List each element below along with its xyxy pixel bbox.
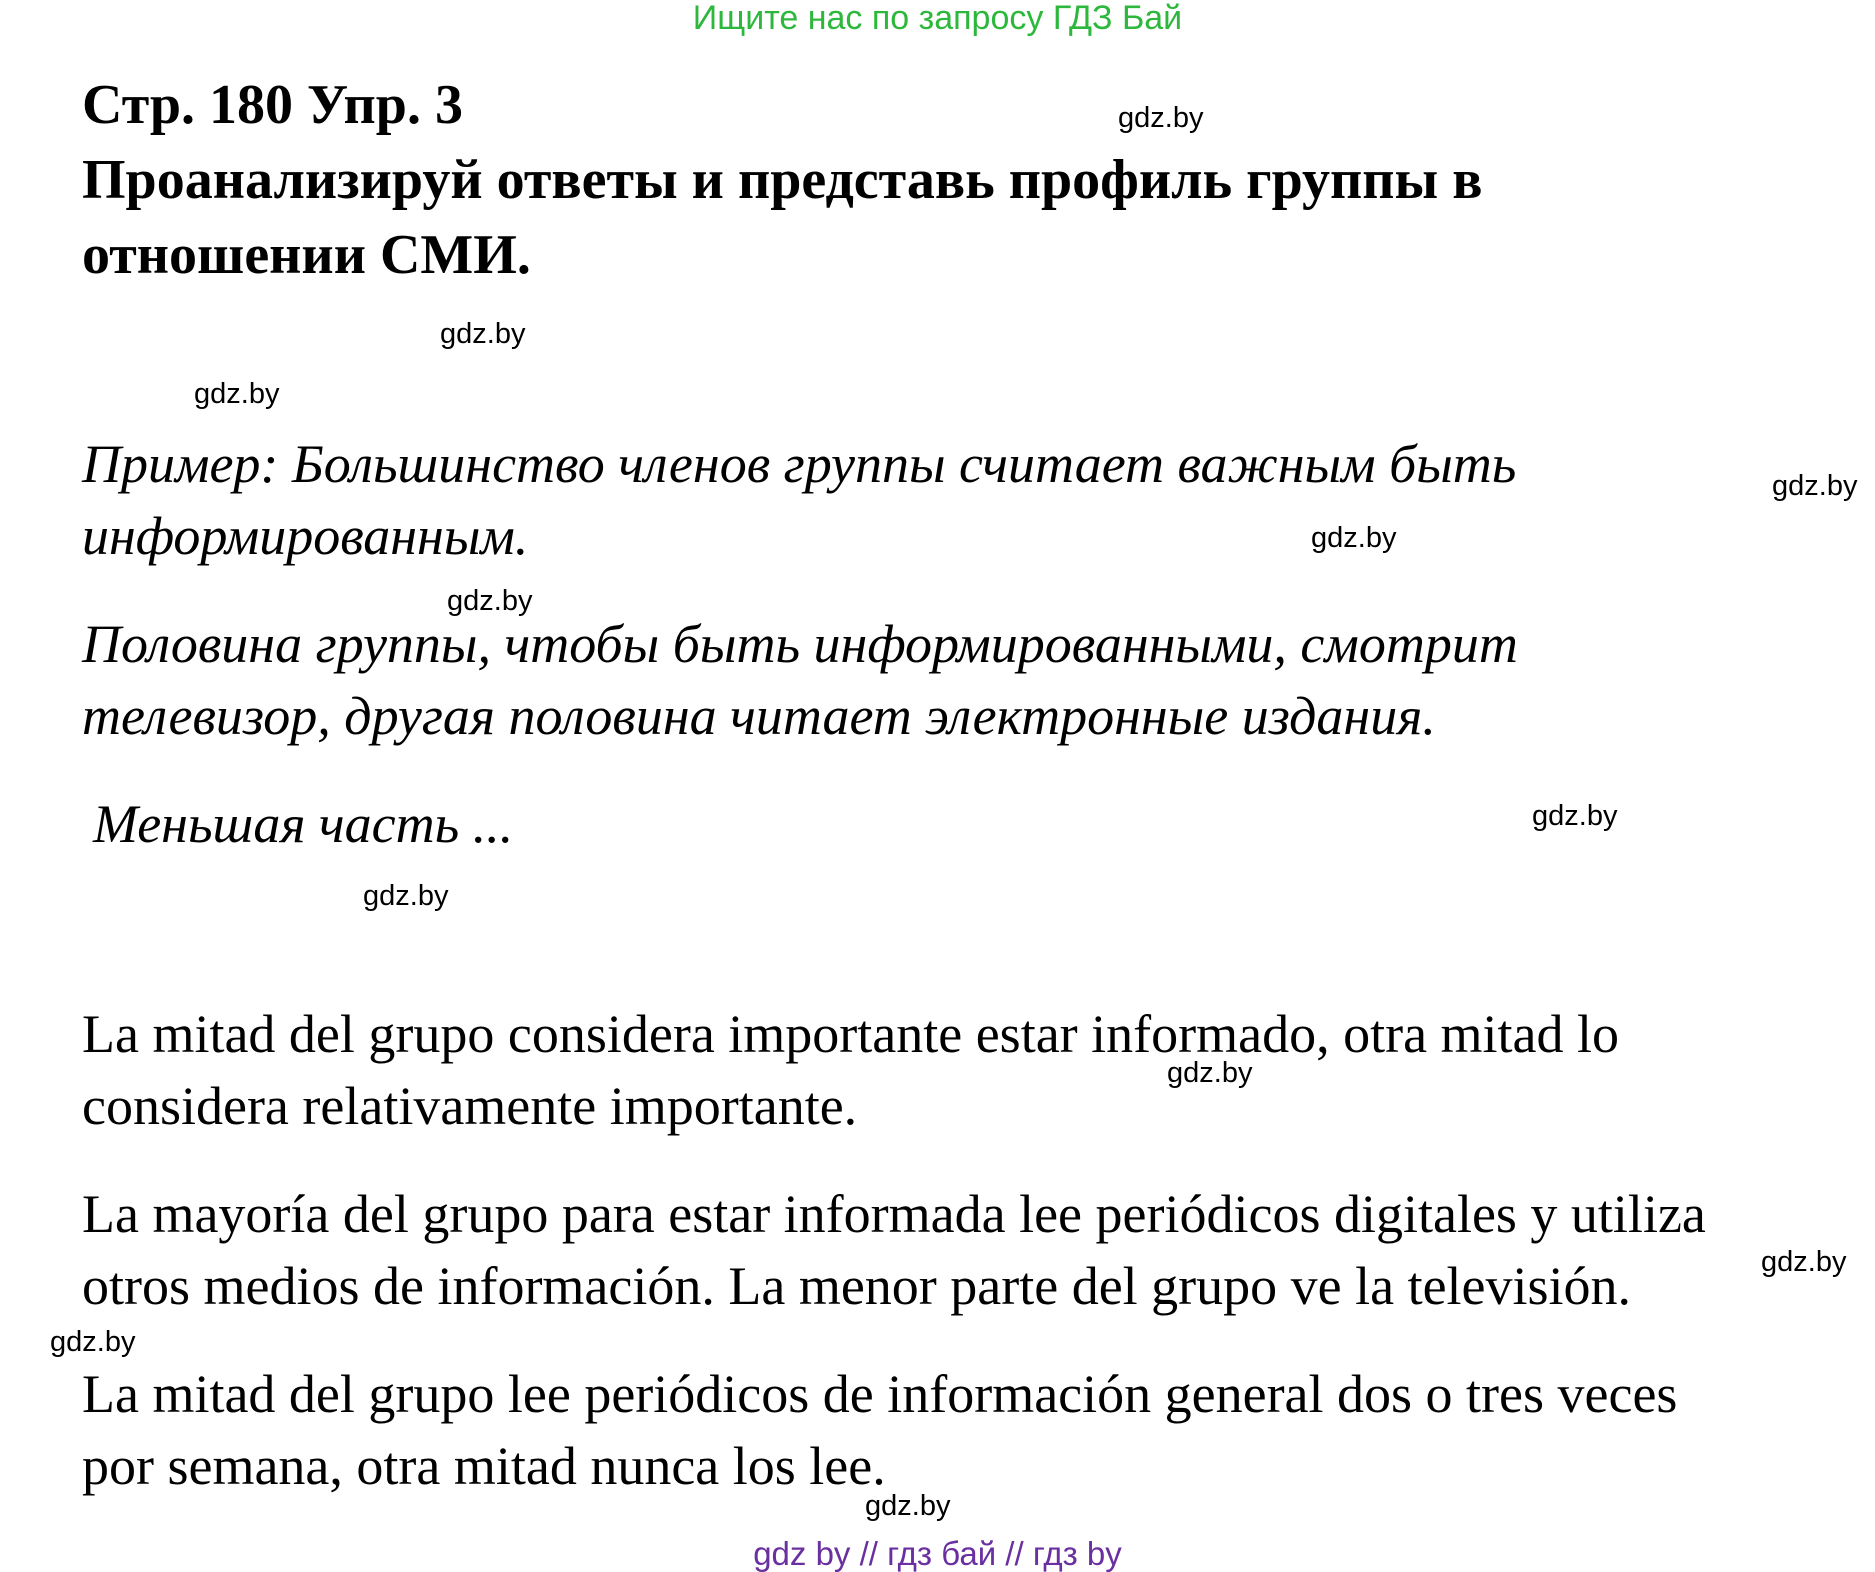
watermark: gdz.by [1761, 1246, 1847, 1278]
watermark: gdz.by [447, 585, 533, 617]
watermark: gdz.by [1311, 522, 1397, 554]
watermark: gdz.by [194, 378, 280, 410]
watermark: gdz.by [865, 1490, 951, 1522]
answer-line-3: La mayoría del grupo para estar informada lee periódicos digitales y utiliza [82, 1184, 1706, 1244]
instruction-line-1: Проанализируй ответы и представь профиль группы в [82, 149, 1483, 211]
watermark: gdz.by [440, 318, 526, 350]
instruction-line-2: отношении СМИ. [82, 224, 531, 286]
example-line-5: Меньшая часть ... [93, 794, 514, 854]
watermark: gdz.by [363, 880, 449, 912]
example-line-3: Половина группы, чтобы быть информированными, смотрит [82, 614, 1518, 674]
example-line-2: информированным. [82, 506, 529, 566]
example-line-4: телевизор, другая половина читает электронные издания. [82, 686, 1436, 746]
watermark: gdz.by [1167, 1057, 1253, 1089]
watermark: gdz.by [1118, 102, 1204, 134]
watermark: gdz.by [1772, 470, 1858, 502]
top-banner: Ищите нас по запросу ГДЗ Бай [692, 0, 1183, 37]
answer-line-2: considera relativamente importante. [82, 1076, 858, 1136]
example-line-1: Пример: Большинство членов группы считает важным быть [82, 434, 1517, 494]
answer-line-6: por semana, otra mitad nunca los lee. [82, 1436, 886, 1496]
watermark: gdz.by [1532, 800, 1618, 832]
page-title: Стр. 180 Упр. 3 [82, 74, 463, 136]
watermark: gdz.by [50, 1326, 136, 1358]
answer-line-5: La mitad del grupo lee periódicos de información general dos o tres veces [82, 1364, 1678, 1424]
answer-line-1: La mitad del grupo considera importante estar informado, otra mitad lo [82, 1004, 1620, 1064]
answer-line-4: otros medios de información. La menor parte del grupo ve la televisión. [82, 1256, 1632, 1316]
footer-links: gdz by // гдз бай // гдз by [753, 1535, 1122, 1572]
